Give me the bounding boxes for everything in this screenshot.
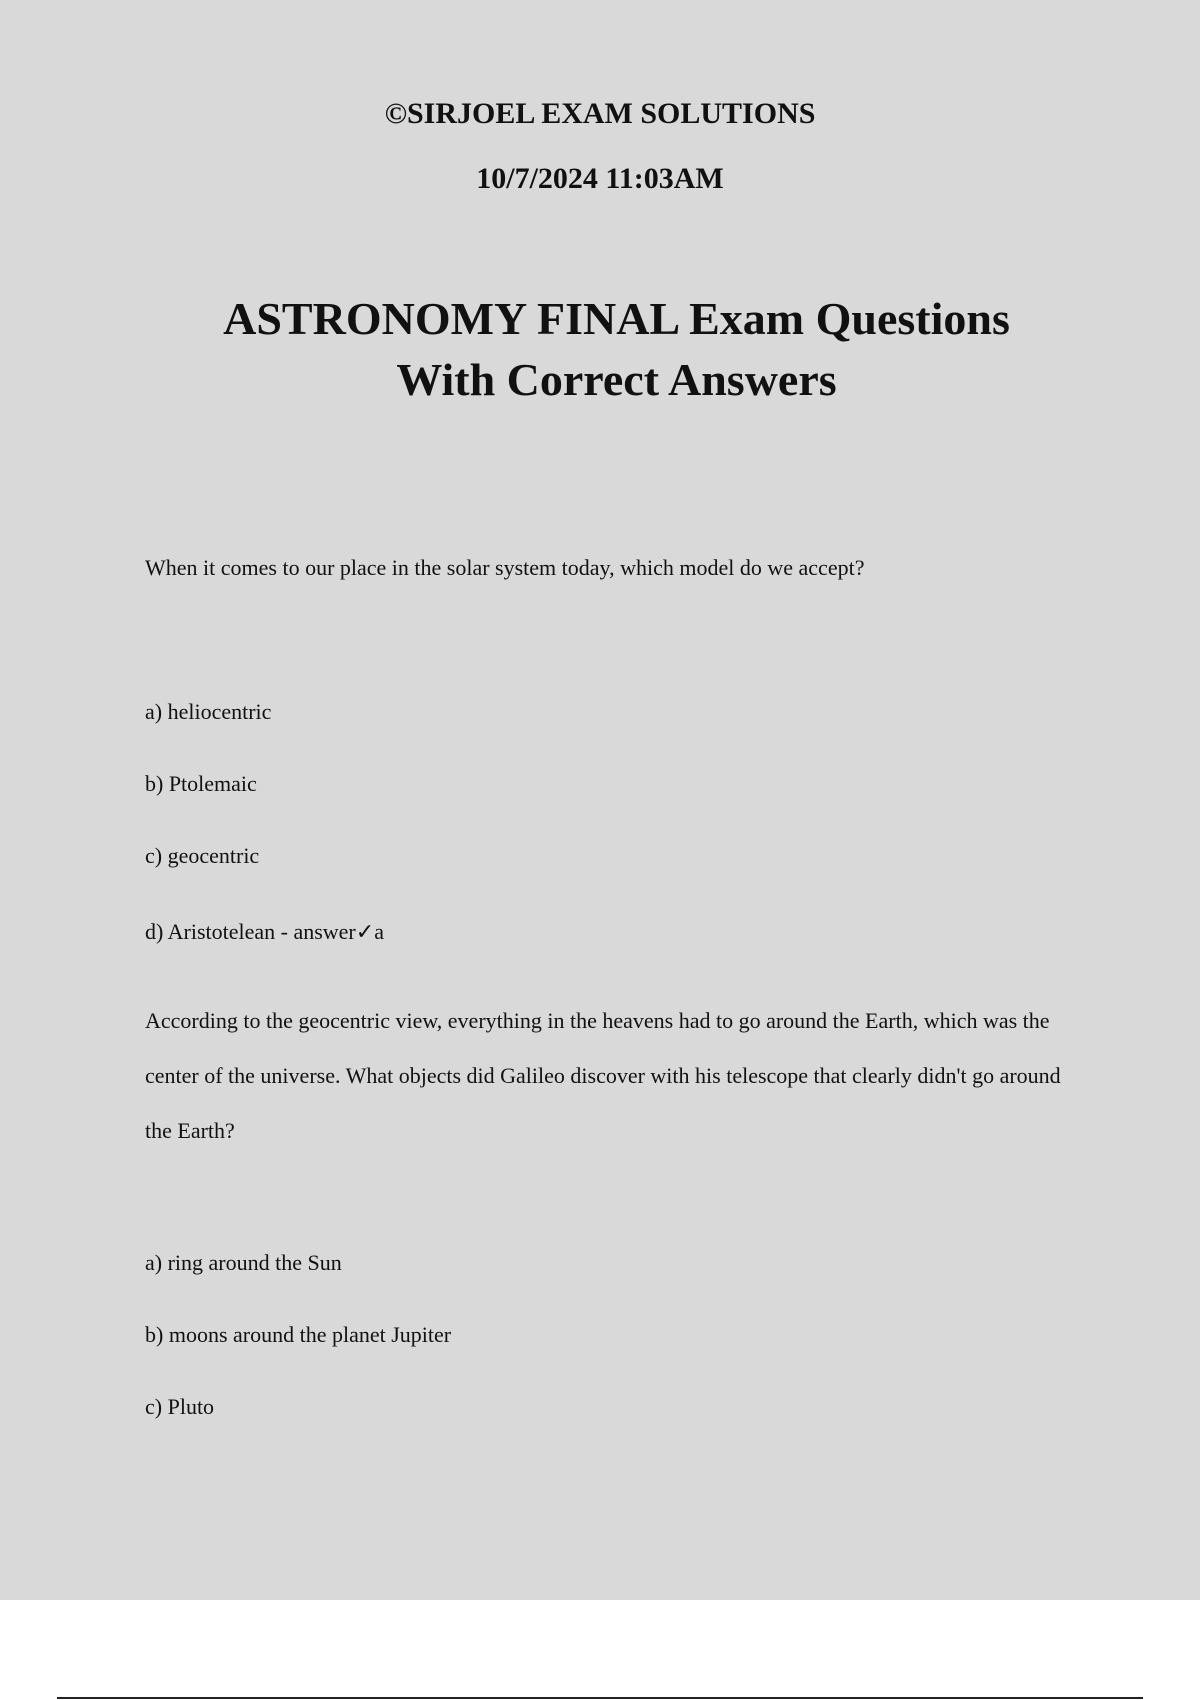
title-line-1: ASTRONOMY FINAL Exam Questions xyxy=(223,293,1010,344)
date-time: 10/7/2024 11:03AM xyxy=(476,162,724,195)
question-2-option-a: a) ring around the Sun xyxy=(145,1250,342,1275)
question-1-option-b: b) Ptolemaic xyxy=(145,771,257,796)
question-1-prompt: When it comes to our place in the solar system today, which model do we accept? xyxy=(145,555,865,580)
question-1-option-a: a) heliocentric xyxy=(145,699,272,724)
question-2-option-b: b) moons around the planet Jupiter xyxy=(145,1322,452,1347)
footer-divider xyxy=(57,1697,1143,1699)
question-1-option-c: c) geocentric xyxy=(145,843,260,868)
question-2-option-c: c) Pluto xyxy=(145,1394,215,1419)
question-2-prompt: According to the geocentric view, everything in the heavens had to go around the Earth, which was the center of the universe. What objects did Galileo discover with his telescope that clearly didn't go around the Earth? xyxy=(145,1008,1061,1143)
document-title xyxy=(0,288,1200,410)
title-line-2: With Correct Answers xyxy=(396,354,837,405)
brand-header: ©SIRJOEL EXAM SOLUTIONS xyxy=(384,97,816,130)
question-1-option-d-with-answer: d) Aristotelean - answer✓a xyxy=(145,919,384,944)
